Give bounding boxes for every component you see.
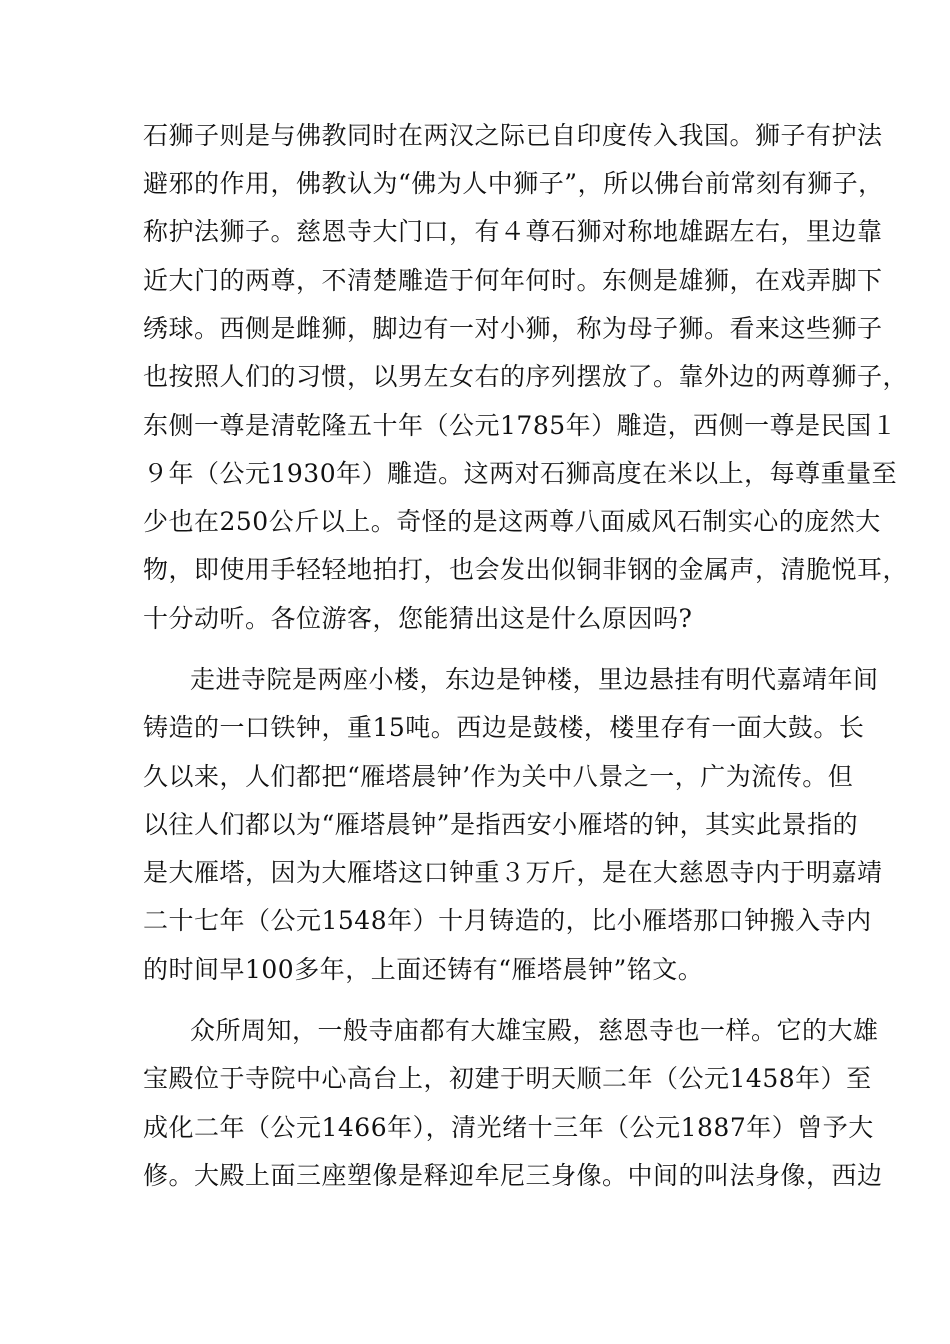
paragraph-2-line-6: 二十七年（公元1548年）十月铸造的，比小雁塔那口钟搬入寺内 <box>143 906 872 935</box>
paragraph-1-line-5: 绣球。西侧是雌狮，脚边有一对小狮，称为母子狮。看来这些狮子 <box>143 314 883 343</box>
paragraph-3-line-1: 众所周知，一般寺庙都有大雄宝殿，慈恩寺也一样。它的大雄 <box>190 1016 879 1045</box>
paragraph-1-line-6: 也按照人们的习惯，以男左女右的序列摆放了。靠外边的两尊狮子， <box>143 362 909 391</box>
paragraph-1-line-1: 石狮子则是与佛教同时在两汉之际已自印度传入我国。狮子有护法 <box>143 121 883 150</box>
paragraph-2-line-4: 以往人们都以为“雁塔晨钟”是指西安小雁塔的钟，其实此景指的 <box>143 810 859 839</box>
paragraph-2-line-1: 走进寺院是两座小楼，东边是钟楼，里边悬挂有明代嘉靖年间 <box>190 665 879 694</box>
paragraph-1-line-10: 物，即使用手轻轻地拍打，也会发出似铜非钢的金属声，清脆悦耳， <box>143 555 909 584</box>
paragraph-3-line-2: 宝殿位于寺院中心高台上，初建于明天顺二年（公元1458年）至 <box>143 1064 872 1093</box>
paragraph-3-line-4: 修。大殿上面三座塑像是释迎牟尼三身像。中间的叫法身像，西边 <box>143 1161 883 1190</box>
paragraph-1-line-8: ９年（公元1930年）雕造。这两对石狮高度在米以上，每尊重量至 <box>143 459 898 488</box>
paragraph-1-line-4: 近大门的两尊，不清楚雕造于何年何时。东侧是雄狮，在戏弄脚下 <box>143 266 883 295</box>
paragraph-2-line-3: 久以来，人们都把“雁塔晨钟’作为关中八景之一，广为流传。但 <box>143 762 854 791</box>
paragraph-3-line-3: 成化二年（公元1466年），清光绪十三年（公元1887年）曾予大 <box>143 1113 874 1142</box>
paragraph-1-line-7: 东侧一尊是清乾隆五十年（公元1785年）雕造，西侧一尊是民国１ <box>143 411 898 440</box>
paragraph-1-line-9: 少也在250公斤以上。奇怪的是这两尊八面威风石制实心的庞然大 <box>143 507 881 536</box>
paragraph-2-line-7: 的时间早100多年，上面还铸有“雁塔晨钟”铭文。 <box>143 955 704 984</box>
paragraph-1-line-11: 十分动听。各位游客，您能猜出这是什么原因吗? <box>143 604 693 633</box>
paragraph-1-line-3: 称护法狮子。慈恩寺大门口，有４尊石狮对称地雄踞左右，里边靠 <box>143 217 883 246</box>
paragraph-2-line-5: 是大雁塔，因为大雁塔这口钟重３万斤，是在大慈恩寺内于明嘉靖 <box>143 858 883 887</box>
paragraph-1-line-2: 避邪的作用，佛教认为“佛为人中狮子”，所以佛台前常刻有狮子， <box>143 169 884 198</box>
paragraph-2-line-2: 铸造的一口铁钟，重15吨。西边是鼓楼，楼里存有一面大鼓。长 <box>143 713 865 742</box>
